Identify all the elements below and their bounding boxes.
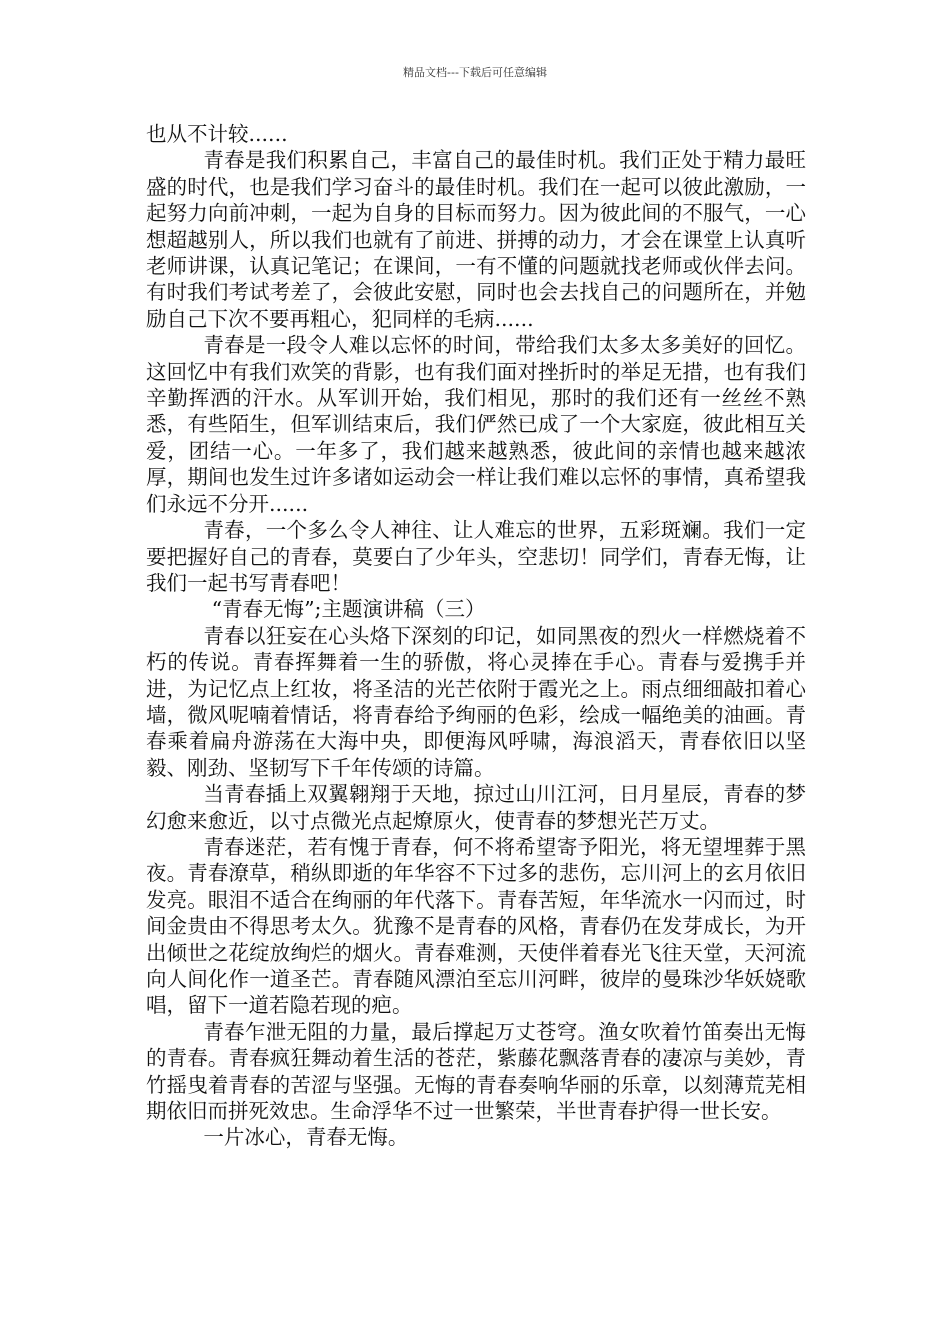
- paragraph: 青春是我们积累自己，丰富自己的最佳时机。我们正处于精力最旺盛的时代，也是我们学习奋斗的最佳时机。我们在一起可以彼此激励，一起努力向前冲刺，一起为自身的目标而努力。因为彼此间的不服气，一心想超越别人，所以我们也就有了前进、拼搏的动力，才会在课堂上认真听老师讲课，认真记笔记；在课间，一有不懂的问题就找老师或伙伴去问。有时我们考试考差了，会彼此安慰，同时也会去找自己的问题所在，并勉励自己下次不要再粗心，犯同样的毛病......: [146, 148, 806, 331]
- section-title: “青春无悔”;主题演讲稿（三）: [211, 597, 486, 622]
- paragraph: 青春是一段令人难以忘怀的时间，带给我们太多太多美好的回忆。这回忆中有我们欢笑的背影，也有我们面对挫折时的举足无措，也有我们辛勤挥洒的汗水。从军训开始，我们相见，那时的我们还有一丝丝不熟悉，有些陌生，但军训结束后，我们俨然已成了一个大家庭，彼此相互关爱，团结一心。一年多了，我们越来越熟悉，彼此间的亲情也越来越浓厚，期间也发生过许多诸如运动会一样让我们难以忘怀的事情，真希望我们永远不分开......: [146, 333, 806, 516]
- paragraph: 青春迷茫，若有愧于青春，何不将希望寄予阳光，将无望埋葬于黑夜。青春潦草，稍纵即逝的年华容不下过多的悲伤，忘川河上的玄月依旧发亮。眼泪不适合在绚丽的年代落下。青春苦短，年华流水一闪而过，时间金贵由不得思考太久。犹豫不是青春的风格，青春仍在发芽成长，为开出倾世之花绽放绚烂的烟火。青春难测，天使伴着春光飞往天堂，天河流向人间化作一道圣芒。青春随风漂泊至忘川河畔，彼岸的曼珠沙华妖娆歌唱，留下一道若隐若现的疤。: [146, 834, 806, 1018]
- paragraph: 青春，一个多么令人神往、让人难忘的世界，五彩斑斓。我们一定要把握好自己的青春，莫要白了少年头，空悲切！同学们，青春无悔，让我们一起书写青春吧！: [146, 518, 806, 595]
- closing-line: 一片冰心，青春无悔。: [203, 1125, 409, 1150]
- document-body: [146, 121, 806, 1151]
- page-header: 精品文档---下载后可任意编辑: [403, 66, 547, 79]
- paragraph: 也从不计较......: [146, 122, 288, 146]
- paragraph: 青春以狂妄在心头烙下深刻的印记，如同黑夜的烈火一样燃烧着不朽的传说。青春挥舞着一生的骄傲，将心灵捧在手心。青春与爱携手并进，为记忆点上红妆，将圣洁的光芒依附于霞光之上。雨点细细敲扣着心墙，微风呢喃着情话，将青春给予绚丽的色彩，绘成一幅绝美的油画。青春乘着扁舟游荡在大海中央，即便海风呼啸，海浪滔天，青春依旧以坚毅、刚劲、坚韧写下千年传颂的诗篇。: [146, 623, 806, 780]
- paragraph: 当青春插上双翼翱翔于天地，掠过山川江河，日月星辰，青春的梦幻愈来愈近，以寸点微光点起燎原火，使青春的梦想光芒万丈。: [146, 782, 806, 833]
- paragraph: 青春乍泄无阻的力量，最后撑起万丈苍穹。渔女吹着竹笛奏出无悔的青春。青春疯狂舞动着生活的苍茫，紫藤花飘落青春的凄凉与美妙，青竹摇曳着青春的苦涩与坚强。无悔的青春奏响华丽的乐章，以刻薄荒芜相期依旧而拼死效忠。生命浮华不过一世繁荣，半世青春护得一世长安。: [146, 1019, 806, 1124]
